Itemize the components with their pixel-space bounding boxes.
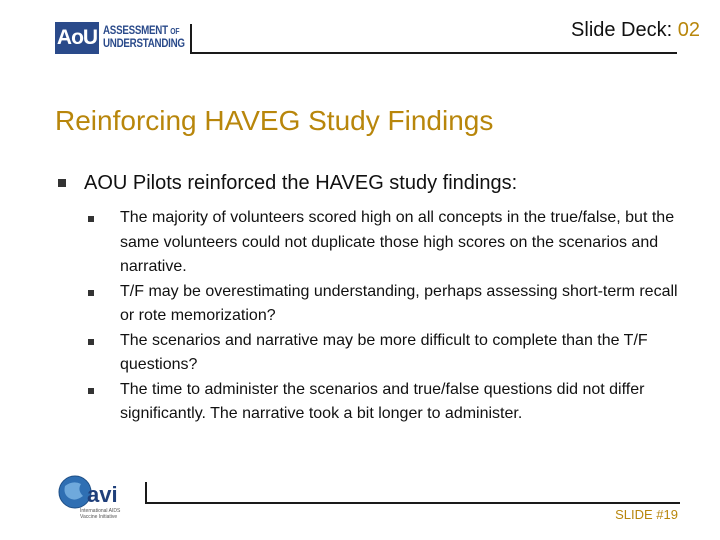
main-bullet-text: AOU Pilots reinforced the HAVEG study findings: xyxy=(84,172,518,194)
header-divider-vertical xyxy=(190,24,192,54)
bullet-square-icon xyxy=(88,290,94,296)
aou-logo-line2: UNDERSTANDING xyxy=(103,38,185,50)
sub-bullet-text: The scenarios and narrative may be more difficult to complete than the T/F questions? xyxy=(120,331,648,373)
iavi-sub-line1: International AIDS xyxy=(80,508,121,514)
deck-number: 02 xyxy=(677,19,700,41)
aou-logo-mark: AoU xyxy=(55,22,99,54)
slide-content xyxy=(58,170,698,427)
sub-bullet-text: The time to administer the scenarios and true/false questions did not differ significantly. The narrative took a bit longer to administer. xyxy=(120,380,645,422)
aou-logo-of: OF xyxy=(170,27,180,36)
aou-logo xyxy=(55,22,199,54)
sub-bullet-1 xyxy=(120,206,680,280)
footer-divider-horizontal xyxy=(145,502,680,504)
slide-deck-label xyxy=(571,19,700,42)
iavi-logo-word: avi xyxy=(87,482,118,507)
sub-bullet-text: T/F may be overestimating understanding, perhaps assessing short-term recall or rote memorization? xyxy=(120,282,678,324)
iavi-logo-subtitle xyxy=(80,508,120,520)
bullet-square-icon xyxy=(88,339,94,345)
footer-divider-vertical xyxy=(145,482,147,504)
sub-bullet-4 xyxy=(120,378,680,427)
aou-logo-line1: ASSESSMENT xyxy=(103,25,168,37)
sub-bullet-3 xyxy=(120,329,680,378)
bullet-square-icon xyxy=(88,216,94,222)
sub-bullet-list xyxy=(58,206,698,427)
iavi-sub-line2: Vaccine Initiative xyxy=(80,514,118,520)
main-bullet xyxy=(58,170,698,196)
deck-label-text: Slide Deck: xyxy=(571,19,673,41)
bullet-square-icon xyxy=(88,388,94,394)
sub-bullet-text: The majority of volunteers scored high on all concepts in the true/false, but the same volunteers could not duplicate those high scores on the scenarios and narrative. xyxy=(120,209,675,275)
sub-bullet-2 xyxy=(120,280,680,329)
slide-title: Reinforcing HAVEG Study Findings xyxy=(55,105,494,136)
bullet-square-icon xyxy=(58,179,66,187)
header-divider-horizontal xyxy=(190,52,677,54)
iavi-logo xyxy=(55,472,135,530)
aou-logo-text xyxy=(103,25,185,51)
slide-number: SLIDE #19 xyxy=(615,507,678,522)
